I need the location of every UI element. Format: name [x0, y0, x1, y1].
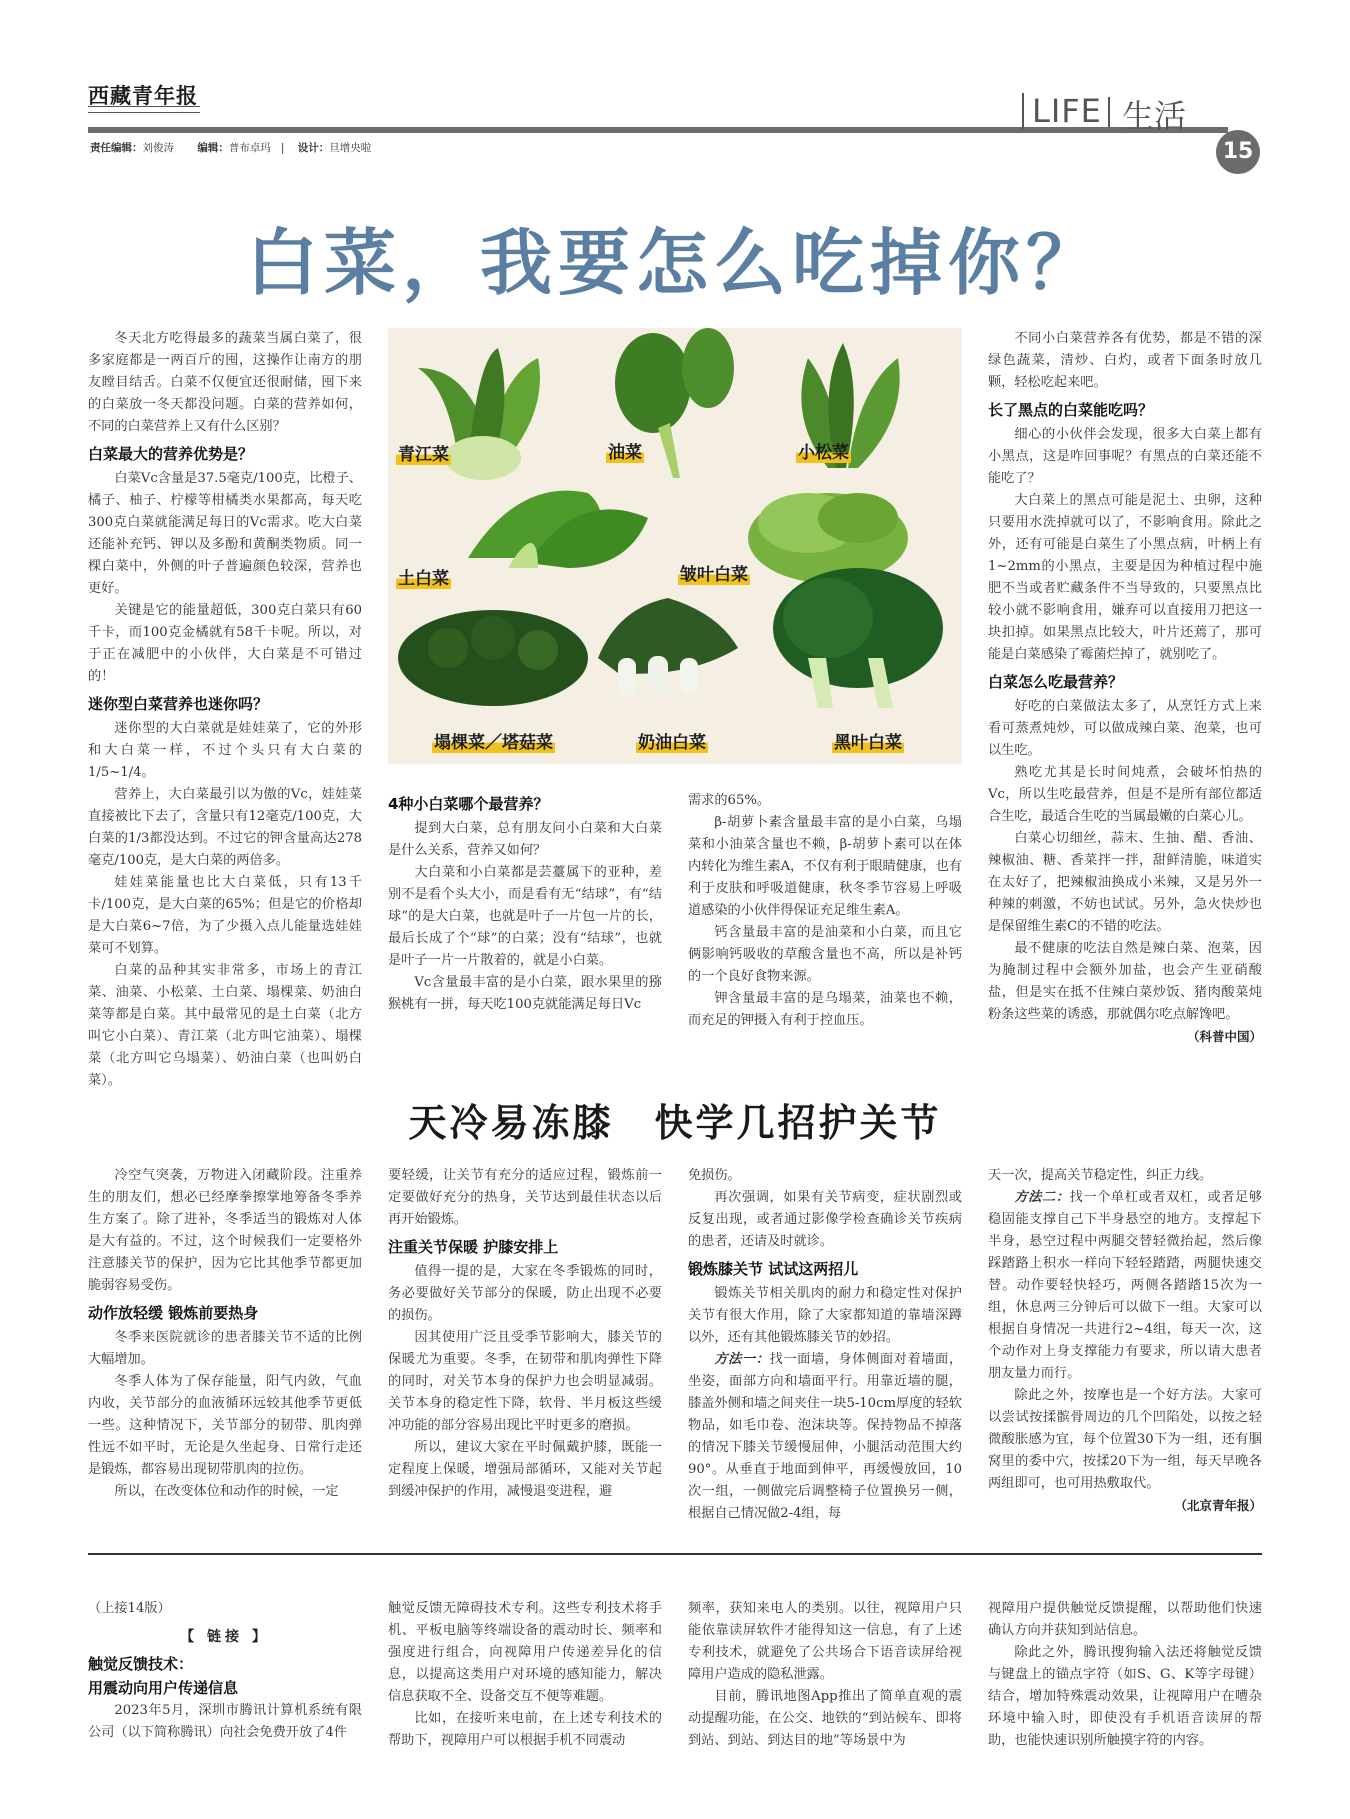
- vegetable-illustrations: [388, 328, 962, 764]
- label-heiye: 黑叶白菜: [832, 728, 904, 753]
- subheading: 注重关节保暖 护膝安排上: [388, 1238, 559, 1256]
- credit-editor2: 普布卓玛: [228, 142, 271, 154]
- paragraph: 钙含量最丰富的是油菜和小白菜，而且它俩影响钙吸收的草酸含量也不高，所以是补钙的一个良好食物来源。: [688, 925, 962, 984]
- article1-column-2: [388, 788, 662, 1016]
- paragraph: 视障用户提供触觉反馈提醒，以帮助他们快速确认方向并获知到站信息。: [988, 1601, 1262, 1638]
- vegetable-photo-panel: [388, 328, 962, 764]
- heiye-baicai-image: [773, 568, 943, 708]
- article2-column-1: [88, 1165, 362, 1503]
- article2-column-2: [388, 1165, 662, 1503]
- paragraph: 迷你型的大白菜就是娃娃菜了，它的外形和大白菜一样，不过个头只有大白菜的1/5~1/4。: [88, 721, 362, 780]
- method-label: 方法一：: [714, 1352, 770, 1367]
- paragraph: [688, 1349, 962, 1525]
- section-name-cn: 生活: [1122, 97, 1187, 135]
- article2-headline: 天冷易冻膝 快学几招护关节: [408, 1101, 942, 1145]
- article1-headline: 白菜，我要怎么吃掉你？: [245, 221, 1104, 305]
- page-number-badge: 15: [1216, 130, 1260, 174]
- take-cai-image: [398, 610, 588, 706]
- paragraph: 钾含量最丰富的是乌塌菜，油菜也不赖，而充足的钾摄入有利于控血压。: [688, 991, 962, 1028]
- label-xiaosong: 小松菜: [796, 438, 851, 463]
- paragraph: 触觉反馈无障碍技术专利。这些专利技术将手机、平板电脑等终端设备的震动时长、频率和强度进行组合，向视障用户传递差异化的信息，以提高这类用户对环境的感知能力，解决信息获取不全、设备交互不便等难题。: [388, 1601, 662, 1704]
- subheading: 白菜最大的营养优势是？: [88, 445, 254, 463]
- article3-column-1: [88, 1598, 362, 1744]
- article1-column-1: [88, 328, 362, 1092]
- paragraph: 免损伤。: [688, 1168, 741, 1183]
- paragraph: 锻炼关节相关肌肉的耐力和稳定性对保护关节有很大作用，除了大家都知道的靠墙深蹲以外，还有其他锻炼膝关节的妙招。: [688, 1286, 962, 1345]
- source-credit: （北京青年报）: [1174, 1498, 1262, 1513]
- article3-title-1: 触觉反馈技术：: [88, 1655, 194, 1673]
- credit-design: 旦增央啦: [329, 142, 372, 154]
- article1-column-3: [688, 790, 962, 1032]
- paragraph: 关键是它的能量超低，300克白菜只有60千卡，而100克金橘就有58千卡呢。所以，对于正在减肥中的小伙伴，大白菜是不可错过的！: [88, 603, 362, 684]
- paragraph: 娃娃菜能量也比大白菜低，只有13千卡/100克，是大白菜的65%；但是它的价格却是大白菜6~7倍，为了少摄入点儿能量选娃娃菜可不划算。: [88, 875, 362, 956]
- paragraph: [988, 1187, 1262, 1385]
- subheading: 动作放轻缓 锻炼前要热身: [88, 1304, 259, 1322]
- paragraph: 值得一提的是，大家在冬季锻炼的同时，务必要做好关节部分的保暖，防止出现不必要的损伤。: [388, 1264, 662, 1323]
- article2-column-3: [688, 1165, 962, 1525]
- paragraph: 不同小白菜营养各有优势，都是不错的深绿色蔬菜，清炒、白灼，或者下面条时放几颗，轻松吃起来吧。: [988, 331, 1262, 390]
- paragraph: 大白菜和小白菜都是芸薹属下的亚种，差别不是看个头大小，而是看有无“结球”，有“结球”的是大白菜，也就是叶子一片包一片的长，最后长成了个“球”的白菜；没有“结球”，也就是叶子一片一片散着的，就是小白菜。: [388, 865, 662, 968]
- paragraph: 除此之外，按摩也是一个好方法。大家可以尝试按揉髌骨周边的几个凹陷处，以按之轻微酸胀感为宜，每个位置30下为一组，还有腘窝里的委中穴，按揉20下为一组，每天早晚各两组即可，也可用热敷取代。: [988, 1388, 1262, 1491]
- paragraph: 熟吃尤其是长时间炖煮，会破坏怕热的Vc，所以生吃最营养，但是不是所有部位都适合生吃，最适合生吃的当属最嫩的白菜心儿。: [988, 765, 1262, 824]
- tu-baicai-image: [468, 491, 648, 568]
- article3-column-3: [688, 1598, 962, 1752]
- label-youcai: 油菜: [606, 438, 644, 463]
- subheading: 长了黑点的白菜能吃吗？: [988, 401, 1154, 419]
- paragraph: 好吃的白菜做法太多了，从烹饪方式上来看可蒸煮炖炒，可以做成辣白菜、泡菜，也可以生吃。: [988, 699, 1262, 758]
- paragraph: 再次强调，如果有关节病变，症状剧烈或反复出现，或者通过影像学检查确诊关节疾病的患者，还请及时就诊。: [688, 1190, 962, 1249]
- label-naiyou: 奶油白菜: [636, 728, 708, 753]
- logo-tibetan-line: [88, 106, 200, 113]
- subheading: 迷你型白菜营养也迷你吗？: [88, 695, 269, 713]
- paragraph: 大白菜上的黑点可能是泥土、虫卵，这种只要用水洗掉就可以了，不影响食用。除此之外，还有可能是白菜生了小黑点病，叶柄上有1~2mm的小黑点，主要是因为种植过程中施肥不当或者贮藏条件不当导致的，只要黑点比较小就不影响食用，嫌弃可以直接用刀把这一块扣掉。如果黑点比较大，叶片还蔫了，那可能是白菜感染了霉菌烂掉了，就别吃了。: [988, 493, 1262, 662]
- credits-line: 责任编辑：刘俊涛 编辑：普布卓玛 | 设计：旦增央啦: [90, 142, 372, 154]
- paragraph: 因其使用广泛且受季节影响大，膝关节的保暖尤为重要。冬季，在韧带和肌肉弹性下降的同时，对关节本身的保护力也会明显减弱。关节本身的稳定性下降，软骨、半月板这些缓冲功能的部分容易出现比平时更多的磨损。: [388, 1330, 662, 1433]
- source-credit: （科普中国）: [1186, 1029, 1262, 1044]
- credit-label-editor: 责任编辑：: [90, 142, 143, 154]
- paragraph: 目前，腾讯地图App推出了简单直观的震动提醒功能，在公交、地铁的“到站候车、即将到站、到站、到达目的地”等场景中为: [688, 1689, 962, 1748]
- label-zhoubai: 皱叶白菜: [678, 560, 750, 585]
- label-tubai: 土白菜: [396, 564, 451, 589]
- paragraph: 冷空气突袭，万物进入闭藏阶段。注重养生的朋友们，想必已经摩拳擦掌地筹备冬季养生方案了。除了进补，冬季适当的锻炼对人体是大有益的。不过，这个时候我们一定要格外注意膝关节的保护，因为它比其他季节都更加脆弱容易受伤。: [88, 1168, 362, 1293]
- paragraph: 需求的65%。: [688, 793, 771, 808]
- paragraph: 2023年5月，深圳市腾讯计算机系统有限公司（以下简称腾讯）向社会免费开放了4件: [88, 1703, 362, 1740]
- credit-editor: 刘俊涛: [142, 142, 174, 154]
- zhouye-baicai-image: [748, 493, 908, 583]
- naiyou-baicai-image: [598, 598, 738, 698]
- paragraph: 最不健康的吃法自然是辣白菜、泡菜，因为腌制过程中会额外加盐，也会产生亚硝酸盐，但是实在抵不住辣白菜炒饭、猪肉酸菜炖粉条这些菜的诱惑，那就偶尔吃点解馋吧。: [988, 941, 1262, 1022]
- credit-label-editor2: 编辑：: [197, 142, 229, 154]
- article3-column-4: [988, 1598, 1262, 1752]
- paragraph: 除此之外，腾讯搜狗输入法还将触觉反馈与键盘上的锚点字符（如S、G、K等字母键）结合，增加特殊震动效果，让视障用户在嘈杂环境中输入时，即使没有手机语音读屏的帮助，也能快速识别所触摸字符的内容。: [988, 1645, 1262, 1748]
- label-take: 塌棵菜／塔菇菜: [432, 728, 555, 753]
- subheading: 4种小白菜哪个最营养？: [388, 795, 549, 813]
- paragraph: 所以，建议大家在平时佩戴护膝，既能一定程度上保暖，增强局部循环，又能对关节起到缓冲保护的作用，减慢退变进程，避: [388, 1440, 662, 1499]
- paper-logo: 西藏青年报: [88, 83, 198, 108]
- paragraph: 比如，在接听来电前，在上述专利技术的帮助下，视障用户可以根据手机不同震动: [388, 1711, 662, 1748]
- paragraph: 冬天北方吃得最多的蔬菜当属白菜了，很多家庭都是一两百斤的囤，这操作让南方的朋友瞠目结舌。白菜不仅便宜还很耐储，囤下来的白菜放一冬天都没问题。白菜的营养如何，不同的白菜营养上又有什么区别？: [88, 331, 362, 434]
- paragraph: 天一次，提高关节稳定性，纠正力线。: [988, 1168, 1213, 1183]
- article3-title-2: 用震动向用户传递信息: [88, 1679, 239, 1697]
- paragraph: 白菜的品种其实非常多，市场上的青江菜、油菜、小松菜、土白菜、塌棵菜、奶油白菜等都是白菜。其中最常见的是土白菜（北方叫它小白菜）、青江菜（北方叫它油菜）、塌棵菜（北方叫它乌塌菜）、奶油白菜（也叫奶白菜）。: [88, 963, 362, 1088]
- subheading: 白菜怎么吃最营养？: [988, 673, 1124, 691]
- method-label: 方法二：: [1014, 1190, 1070, 1205]
- section-divider-2: [1108, 97, 1110, 127]
- paragraph: 白菜心切细丝，蒜末、生抽、醋、香油、辣椒油、糖、香菜拌一拌，甜鲜清脆，味道实在太好了，把辣椒油换成小米辣，又是另外一种辣的刺激，不妨也试试。另外，急火快炒也是保留维生素C的不错的吃法。: [988, 831, 1262, 934]
- paragraph: 所以，在改变体位和动作的时候，一定: [114, 1484, 339, 1499]
- article3-column-2: [388, 1598, 662, 1752]
- paragraph: 营养上，大白菜最引以为傲的Vc，娃娃菜直接被比下去了，含量只有12毫克/100克，大白菜的1/3都没达到。不过它的钾含量高达278毫克/100克，是大白菜的两倍多。: [88, 787, 362, 868]
- section-name-en: LIFE: [1032, 92, 1102, 130]
- label-qingjiang: 青江菜: [396, 440, 451, 465]
- method-text: 找一面墙，身体侧面对着墙面，坐姿，面部方向和墙面平行。用靠近墙的腿，膝盖外侧和墙之间夹住一块5-10cm厚度的轻软物品，如毛巾卷、泡沫块等。保持物品不掉落的情况下膝关节缓慢屈伸，小腿活动范围大约90°。从垂直于地面到伸平，再缓慢放回，10次一组，一侧做完后调整椅子位置换另一侧，根据自己情况做2-4组，每: [688, 1352, 963, 1521]
- paragraph: 频率，获知来电人的类别。以往，视障用户只能依靠读屏软件才能得知这一信息，有了上述专利技术，就避免了公共场合下语音读屏给视障用户造成的隐私泄露。: [688, 1601, 962, 1682]
- paragraph: 冬季人体为了保存能量，阳气内敛，气血内收，关节部分的血液循环远较其他季节更低一些。这种情况下，关节部分的韧带、肌肉弹性远不如平时，无论是久坐起身、日常行走还是锻炼，都容易出现韧带肌肉的拉伤。: [88, 1374, 362, 1477]
- link-tag: 【 链接 】: [180, 1629, 270, 1645]
- continued-note: （上接14版）: [88, 1601, 171, 1616]
- article2-column-4: [988, 1165, 1262, 1517]
- paragraph: 白菜Vc含量是37.5毫克/100克，比橙子、橘子、柚子、柠檬等柑橘类水果都高，每天吃300克白菜就能满足每日的Vc需求。吃大白菜还能补充钙、钾以及多酚和黄酮类物质。同一棵白菜中，外侧的叶子普遍颜色较深，营养也更好。: [88, 471, 362, 596]
- paragraph: β-胡萝卜素含量最丰富的是小白菜，乌塌菜和小油菜含量也不赖，β-胡萝卜素可以在体内转化为维生素A，不仅有利于眼睛健康，也有利于皮肤和呼吸道健康，秋冬季节容易上呼吸道感染的小伙伴得保证充足维生素A。: [688, 815, 962, 918]
- paragraph: Vc含量最丰富的是小白菜，跟水果里的猕猴桃有一拼，每天吃100克就能满足每日Vc: [388, 975, 662, 1012]
- section-divider: [1022, 93, 1024, 129]
- subheading: 锻炼膝关节 试试这两招儿: [688, 1260, 859, 1278]
- article1-column-4: [988, 328, 1262, 1048]
- paragraph: 冬季来医院就诊的患者膝关节不适的比例大幅增加。: [88, 1330, 362, 1367]
- paragraph: 要轻缓，让关节有充分的适应过程，锻炼前一定要做好充分的热身，关节达到最佳状态以后再开始锻炼。: [388, 1168, 662, 1227]
- paragraph: 细心的小伙伴会发现，很多大白菜上都有小黑点，这是咋回事呢？有黑点的白菜还能不能吃了？: [988, 427, 1262, 486]
- section-divider-rule: [88, 1553, 1262, 1555]
- credit-label-design: 设计：: [297, 142, 330, 154]
- paragraph: 提到大白菜，总有朋友问小白菜和大白菜是什么关系，营养又如何？: [388, 821, 662, 858]
- method-text: 找一个单杠或者双杠，或者足够稳固能支撑自己下半身悬空的地方。支撑起下半身，悬空过程中两腿交替轻微抬起，然后像踩踏路上积水一样向下轻轻踏踏，两腿快速交替。动作要轻快轻巧，两侧各踏踏15次为一组，休息两三分钟后可以做下一组。大家可以根据自身情况一共进行2~4组，每天一次，这个动作对上身支撑能力有要求，所以请大患者朋友量力而行。: [988, 1190, 1263, 1381]
